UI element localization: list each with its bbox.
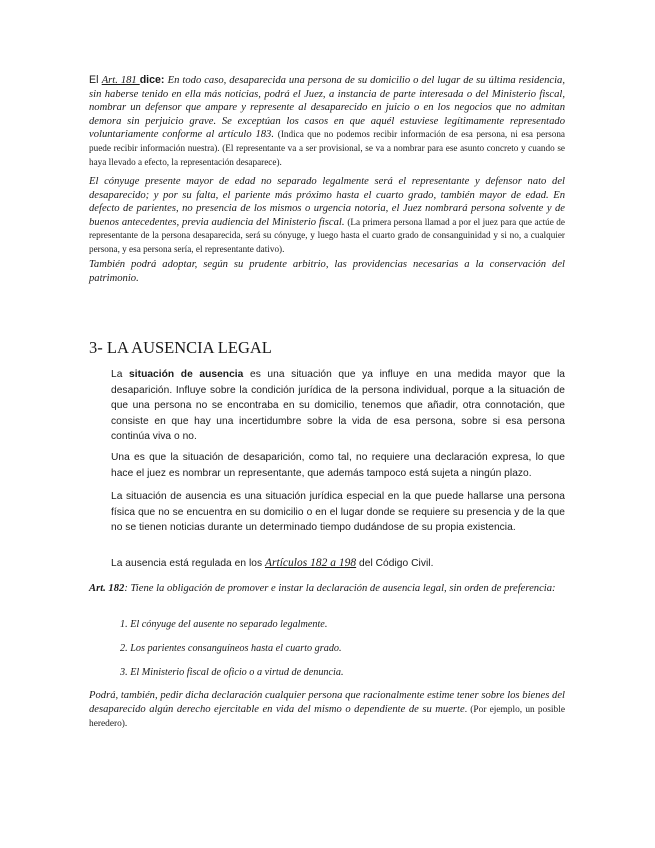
ausencia-definition-paragraph bbox=[111, 367, 565, 445]
article-181-says: dice: bbox=[139, 74, 168, 86]
list-item: 1. El cónyuge del ausente no separado legalmente. bbox=[120, 619, 328, 630]
list-item: 3. El Ministerio fiscal de oficio o a virtud de denuncia. bbox=[120, 667, 344, 678]
article-182-label: Art. 182 bbox=[89, 583, 125, 594]
para4-post: es una situación que ya influye en una medida mayor que la desaparición. Influye sobre la condición jurídica de la persona individual, porque a la situación de que una persona no se encontraba en su domicilio, tenemos que añadir, otra connotación, que consiste en que hay una incertidumbre sobre la vida de esa persona, sobre si esa persona continúa viva o no. bbox=[111, 369, 565, 443]
para7-post: del Código Civil. bbox=[356, 558, 434, 569]
article-181-label: El bbox=[89, 74, 102, 86]
article-181-quote: En todo caso, desaparecida una persona de su domicilio o del lugar de su última residencia, sin haberse tenido en ella más noticias, podrá el Juez, a instancia de parte interesada o del Ministerio fiscal, nombrar un defensor que ampare y represente al desaparecido en juicio o en los negocios que no admitan demora sin perjuicio grave. Se exceptúan los casos en que aquél estuviese legítimamente representado voluntariamente conforme al artículo 183. bbox=[89, 75, 565, 141]
para4-pre: La bbox=[111, 369, 130, 380]
para7-pre: La ausencia está regulada en los bbox=[111, 558, 266, 569]
articles-182-198-link[interactable]: Artículos 182 a 198 bbox=[265, 557, 357, 569]
article-181-paragraph bbox=[89, 74, 565, 169]
section-heading: 3- LA AUSENCIA LEGAL bbox=[89, 338, 272, 357]
regulation-paragraph bbox=[111, 556, 565, 572]
para9-quote: Podrá, también, pedir dicha declaración cualquier persona que racionalmente estime tener sobre los bienes del desaparecido algún derecho ejercitable en vida del mismo o dependiente de su muerte bbox=[89, 690, 565, 715]
spouse-quote: El cónyuge presente mayor de edad no separado legalmente será el representante y defensor nato del desaparecido; y por su falta, el pariente más próximo hasta el cuarto grado, también mayor de edad. En defecto de parientes, no presencia de los mismos o urgencia notoria, el Juez nombrará persona solvente y de buenos antecedentes, previa audiencia del Ministerio fiscal. bbox=[89, 176, 565, 228]
spouse-representative-paragraph bbox=[89, 175, 565, 257]
article-181-note-2: (El representante va a ser provisional, se va a nombrar para ese asunto concreto y cuando se haya llevado a efecto, la representación desaparece). bbox=[89, 142, 565, 167]
desaparicion-paragraph: Una es que la situación de desaparición, como tal, no requiere una declaración expresa, lo que hace el juez es nombrar un representante, que además tampoco está sujeta a ningún plazo. bbox=[111, 452, 565, 479]
situacion-juridica-paragraph: La situación de ausencia es una situación jurídica especial en la que puede hallarse una persona física que no se encuentra en su domicilio o en el lugar donde se requiere su presencia y de la que no se tienen noticias durante un determinado tiempo dudándose de su propia existencia. bbox=[111, 491, 565, 534]
article-182-paragraph bbox=[89, 582, 565, 596]
patrimony-paragraph: También podrá adoptar, según su prudente arbitrio, las providencias necesarias a la conservación del patrimonio. bbox=[89, 259, 565, 284]
spouse-note: (La primera persona llamad a por el juez para que actúe de representante de la persona desaparecida, será su cónyuge, y luego hasta el cuarto grado de consanguinidad y si no, a cualquier persona, y esa persona sería, el representante dativo). bbox=[89, 216, 565, 254]
list-item: 2. Los parientes consanguíneos hasta el cuarto grado. bbox=[120, 643, 342, 654]
article-181-note-1: (Indica que no podemos recibir información de esa persona, ni esa persona puede recibir información nuestra). bbox=[89, 129, 565, 153]
other-petitioner-paragraph bbox=[89, 689, 565, 732]
para9-tail: . (Por ejemplo, un posible heredero). bbox=[89, 704, 565, 730]
para4-bold-term: situación de ausencia bbox=[129, 369, 244, 380]
article-181-link[interactable]: Art. 181 bbox=[101, 75, 140, 86]
article-182-text: : Tiene la obligación de promover e instar la declaración de ausencia legal, sin orden de preferencia: bbox=[124, 583, 556, 594]
